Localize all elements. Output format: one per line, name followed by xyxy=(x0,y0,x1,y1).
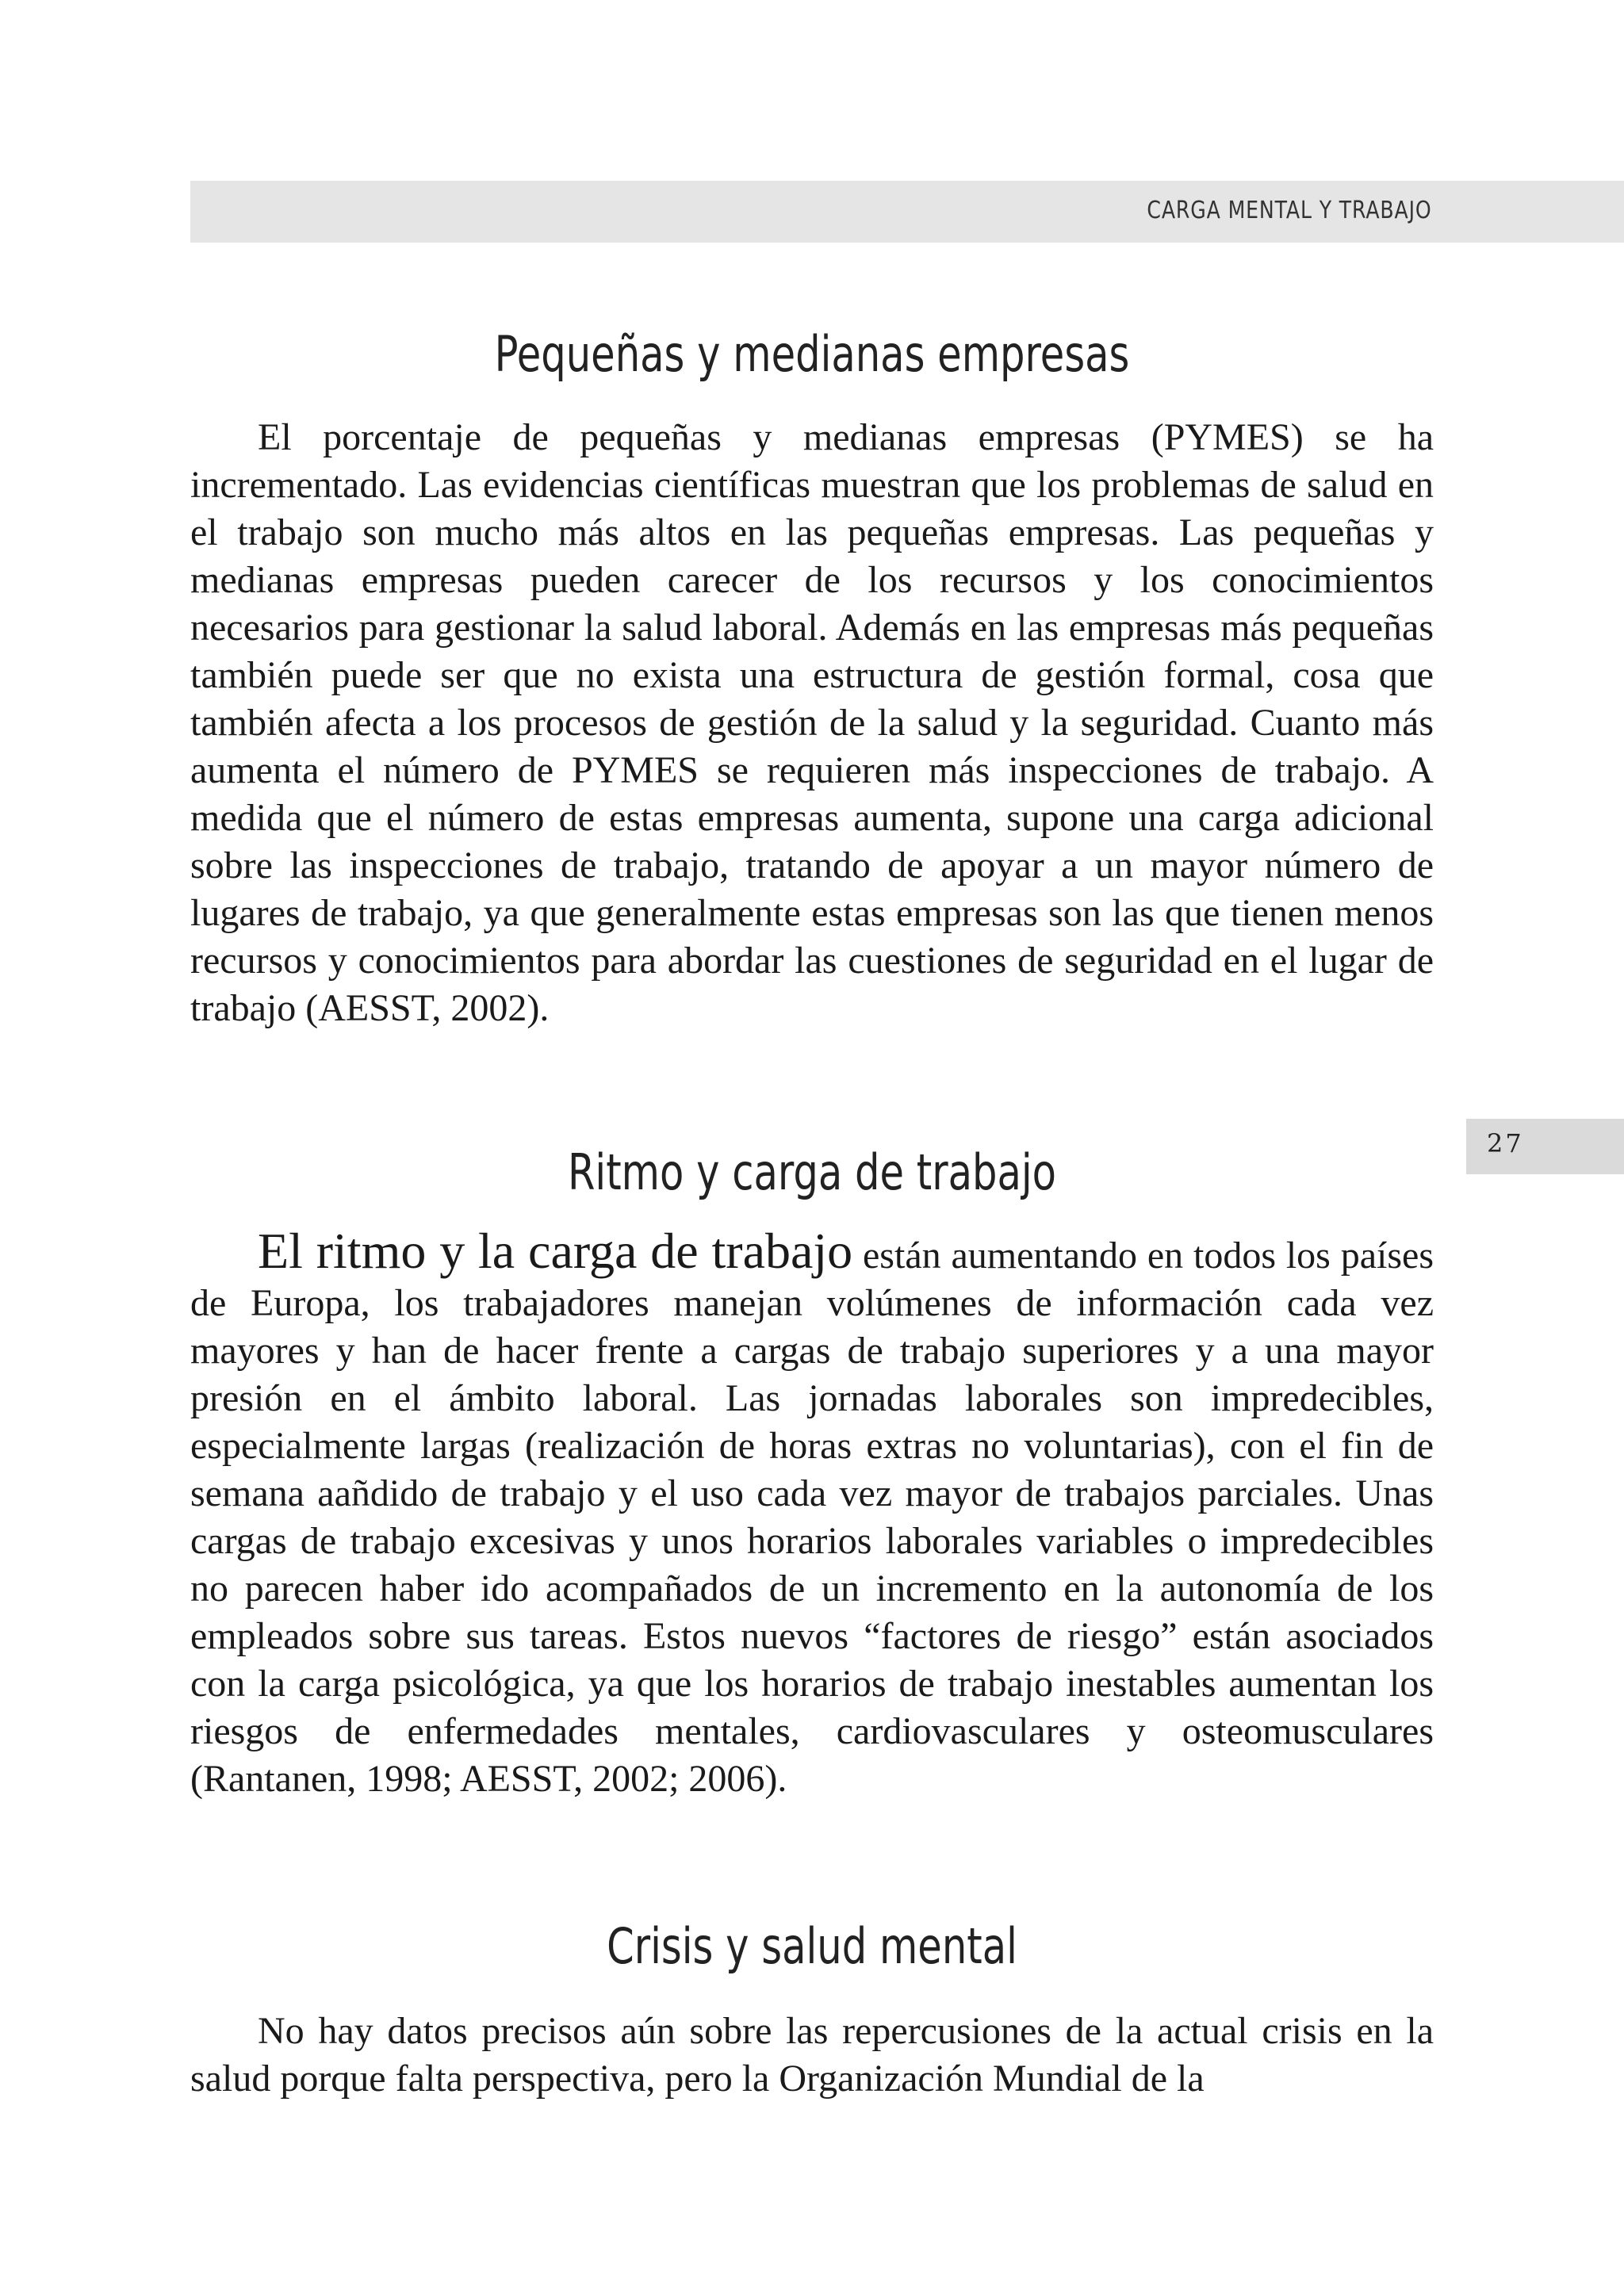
paragraph-crisis: No hay datos precisos aún sobre las repercusiones de la actual crisis en la salud porque falta perspectiva, pero la Organización Mundial de la xyxy=(190,2010,1434,2100)
paragraph-lead-in: El ritmo y la carga de trabajo xyxy=(258,1223,853,1279)
section-heading-pymes: Pequeñas y medianas empresas xyxy=(494,325,1130,383)
page-number-tab xyxy=(1466,1119,1624,1174)
section-heading-ritmo: Ritmo y carga de trabajo xyxy=(567,1143,1057,1201)
paragraph-pymes: El porcentaje de pequeñas y medianas empresas (PYMES) se ha incrementado. Las evidencias científicas muestran que los problemas de salud en el trabajo son mucho más altos en las pequeñas empresas. Las pequeñas y medianas empresas pueden carecer de los recursos y los conocimientos necesarios para gestionar la salud laboral. Además en las empresas más pequeñas también puede ser que no exista una estructura de gestión formal, cosa que también afecta a los procesos de gestión de la salud y la seguridad. Cuanto más aumenta el número de PYMES se requieren más inspecciones de trabajo. A medida que el número de estas empresas aumenta, supone una carga adicional sobre las inspecciones de trabajo, tratando de apoyar a un mayor número de lugares de trabajo, ya que generalmente estas empresas son las que tienen menos recursos y conocimientos para abordar las cuestiones de seguridad en el lugar de trabajo (AESST, 2002). xyxy=(190,416,1434,1029)
paragraph-ritmo-body: están aumentando en todos los países de Europa, los trabajadores manejan volúmenes de información cada vez mayores y han de hacer frente a cargas de trabajo superiores y a una mayor presión en el ámbito laboral. Las jornadas laborales son impredecibles, especialmente largas (realización de horas extras no voluntarias), con el fin de semana aañdido de trabajo y el uso cada vez mayor de trabajos parciales. Unas cargas de trabajo excesivas y unos horarios laborales variables o impredecibles no parecen haber ido acompañados de un incremento en la autonomía de los empleados sobre sus tareas. Estos nuevos “factores de riesgo” están asociados con la carga psicológica, ya que los horarios de trabajo inestables aumentan los riesgos de enfermedades mentales, cardiovasculares y osteomusculares (Rantanen, 1998; AESST, 2002; 2006). xyxy=(190,1235,1434,1800)
page-number: 27 xyxy=(1487,1128,1524,1158)
paragraph-ritmo xyxy=(190,1223,1434,1803)
running-header-title: CARGA MENTAL Y TRABAJO xyxy=(1147,197,1432,224)
running-header xyxy=(190,181,1624,243)
section-heading-crisis: Crisis y salud mental xyxy=(607,1917,1017,1975)
